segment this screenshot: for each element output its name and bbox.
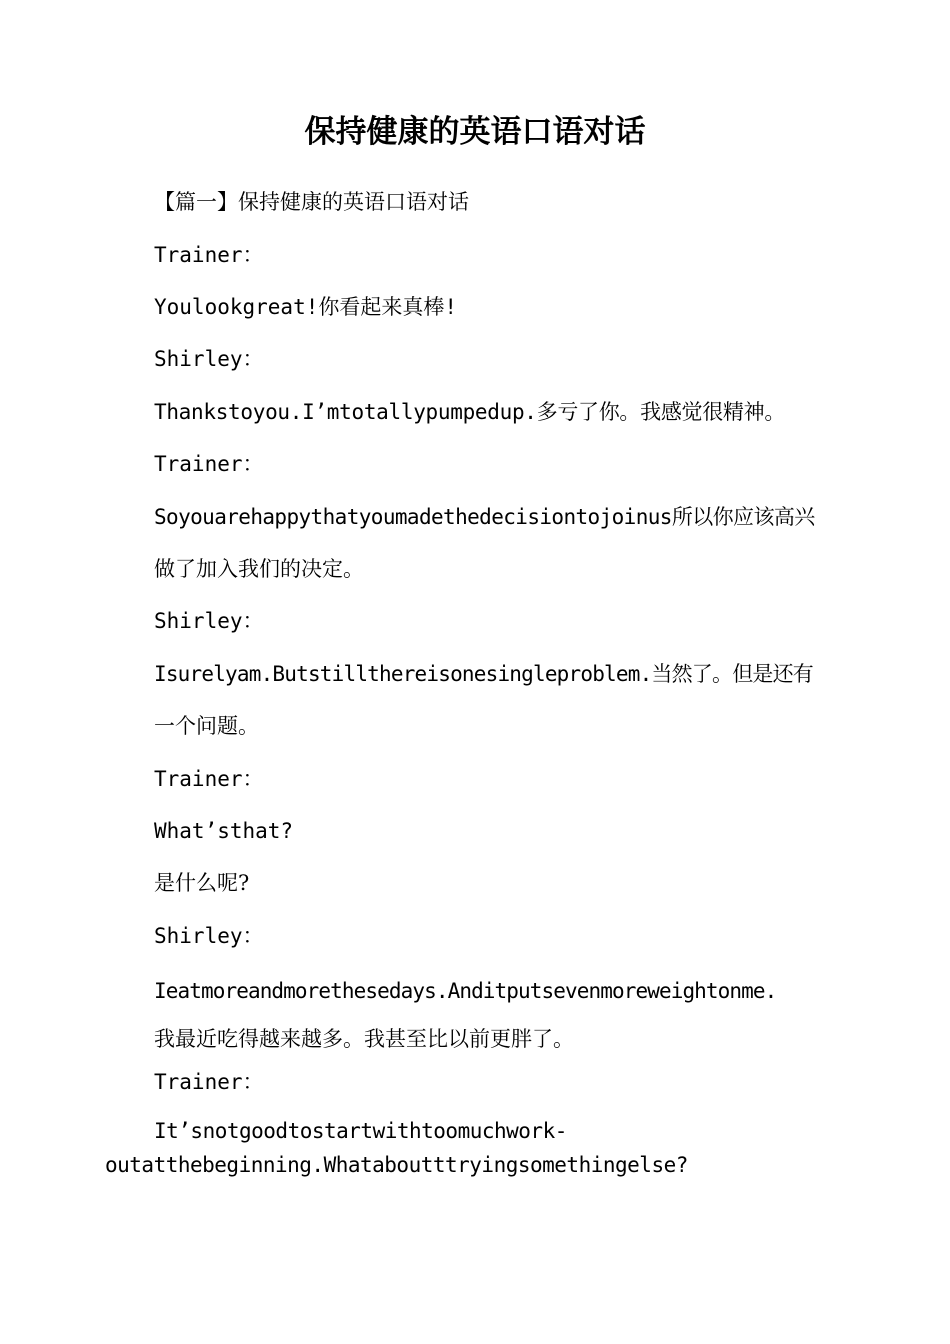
speaker-label: Trainer：: [154, 1070, 264, 1094]
dialogue-line: Ieatmoreandmorethesedays.Anditputsevenmoreweightonme.: [154, 979, 777, 1003]
speaker-label: Shirley：: [154, 924, 264, 948]
dialogue-line: Thankstoyou.I’mtotallypumpedup.多亏了你。我感觉很精神。: [154, 400, 786, 424]
dialogue-line: Isurelyam.Butstillthereisonesingleproblem.当然了。但是还有: [154, 662, 814, 686]
speaker-label: Shirley：: [154, 609, 264, 633]
section-heading: 【篇一】保持健康的英语口语对话: [154, 190, 469, 214]
dialogue-line: Soyouarehappythatyoumadethedecisiontojoinus所以你应该高兴: [154, 505, 815, 529]
dialogue-line: outatthebeginning.Whataboutttryingsomethingelse?: [105, 1153, 688, 1177]
dialogue-line: 做了加入我们的决定。: [154, 557, 364, 581]
dialogue-line: 是什么呢?: [154, 871, 250, 895]
dialogue-line: 一个问题。: [154, 714, 259, 738]
speaker-label: Trainer：: [154, 767, 264, 791]
dialogue-line: Youlookgreat!你看起来真棒!: [154, 295, 458, 319]
dialogue-line: 我最近吃得越来越多。我甚至比以前更胖了。: [154, 1027, 574, 1051]
speaker-label: Trainer：: [154, 243, 264, 267]
dialogue-line: It’snotgoodtostartwithtoomuchwork-: [154, 1119, 567, 1143]
speaker-label: Shirley：: [154, 347, 264, 371]
dialogue-line: What’sthat?: [154, 819, 294, 843]
speaker-label: Trainer：: [154, 452, 264, 476]
page-title: 保持健康的英语口语对话: [304, 114, 646, 150]
